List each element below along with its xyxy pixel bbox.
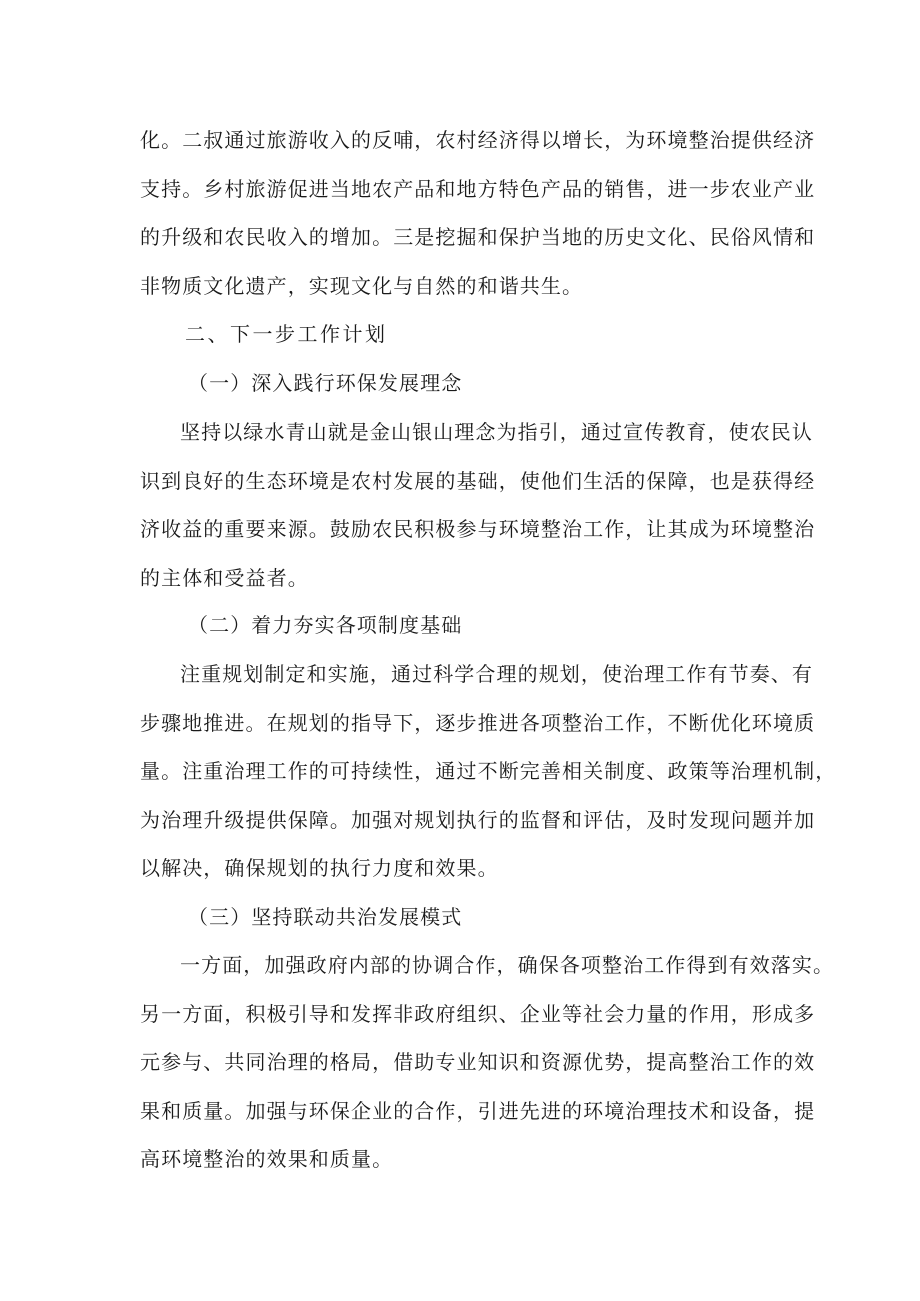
text-line: 元参与、共同治理的格局，借助专业知识和资源优势，提高整治工作的效 — [140, 1050, 816, 1074]
text-line: 的主体和受益者。 — [140, 565, 309, 590]
text-line: 识到良好的生态环境是农村发展的基础，使他们生活的保障，也是获得经 — [140, 468, 816, 493]
text-line: 的升级和农民收入的增加。三是挖掘和保护当地的历史文化、民俗风情和 — [140, 225, 816, 249]
text-line: 步骤地推进。在规划的指导下，逐步推进各项整治工作，不断优化环境质 — [140, 710, 816, 735]
text-line: 化。二叔通过旅游收入的反哺，农村经济得以增长，为环境整治提供经济 — [140, 128, 816, 152]
text-line: 支持。乡村旅游促进当地农产品和地方特色产品的销售，进一步农业产业 — [140, 176, 816, 201]
subsection-heading-2: （二）着力夯实各项制度基础 — [188, 613, 463, 637]
text-line: 以解决，确保规划的执行力度和效果。 — [140, 856, 499, 880]
paragraph-continuation — [140, 116, 816, 310]
text-line: 非物质文化遗产，实现文化与自然的和谐共生。 — [140, 273, 584, 298]
text-line: 高环境整治的效果和质量。 — [140, 1147, 394, 1171]
text-line: 一方面，加强政府内部的协调合作，确保各项整治工作得到有效落实。 — [180, 953, 835, 977]
subsection-1-paragraph — [140, 408, 816, 602]
text-line: 量。注重治理工作的可持续性，通过不断完善相关制度、政策等治理机制， — [140, 759, 837, 783]
text-line: 另一方面，积极引导和发挥非政府组织、企业等社会力量的作用，形成多 — [140, 1001, 816, 1026]
section-heading: 二、下一步工作计划 — [185, 322, 388, 346]
text-line: 果和质量。加强与环保企业的合作，引进先进的环境治理技术和设备，提 — [140, 1098, 816, 1123]
subsection-3-paragraph — [140, 941, 835, 1184]
text-line: 济收益的重要来源。鼓励农民积极参与环境整治工作，让其成为环境整治 — [140, 517, 816, 541]
subsection-heading-3: （三）坚持联动共治发展模式 — [188, 905, 463, 929]
subsection-heading-1: （一）深入践行环保发展理念 — [188, 371, 463, 395]
text-line: 注重规划制定和实施，通过科学合理的规划，使治理工作有节奏、有 — [180, 662, 813, 686]
text-line: 坚持以绿水青山就是金山银山理念为指引，通过宣传教育，使农民认 — [180, 420, 813, 444]
text-line: 为治理升级提供保障。加强对规划执行的监督和评估，及时发现问题并加 — [140, 807, 816, 832]
subsection-2-paragraph — [140, 650, 837, 893]
